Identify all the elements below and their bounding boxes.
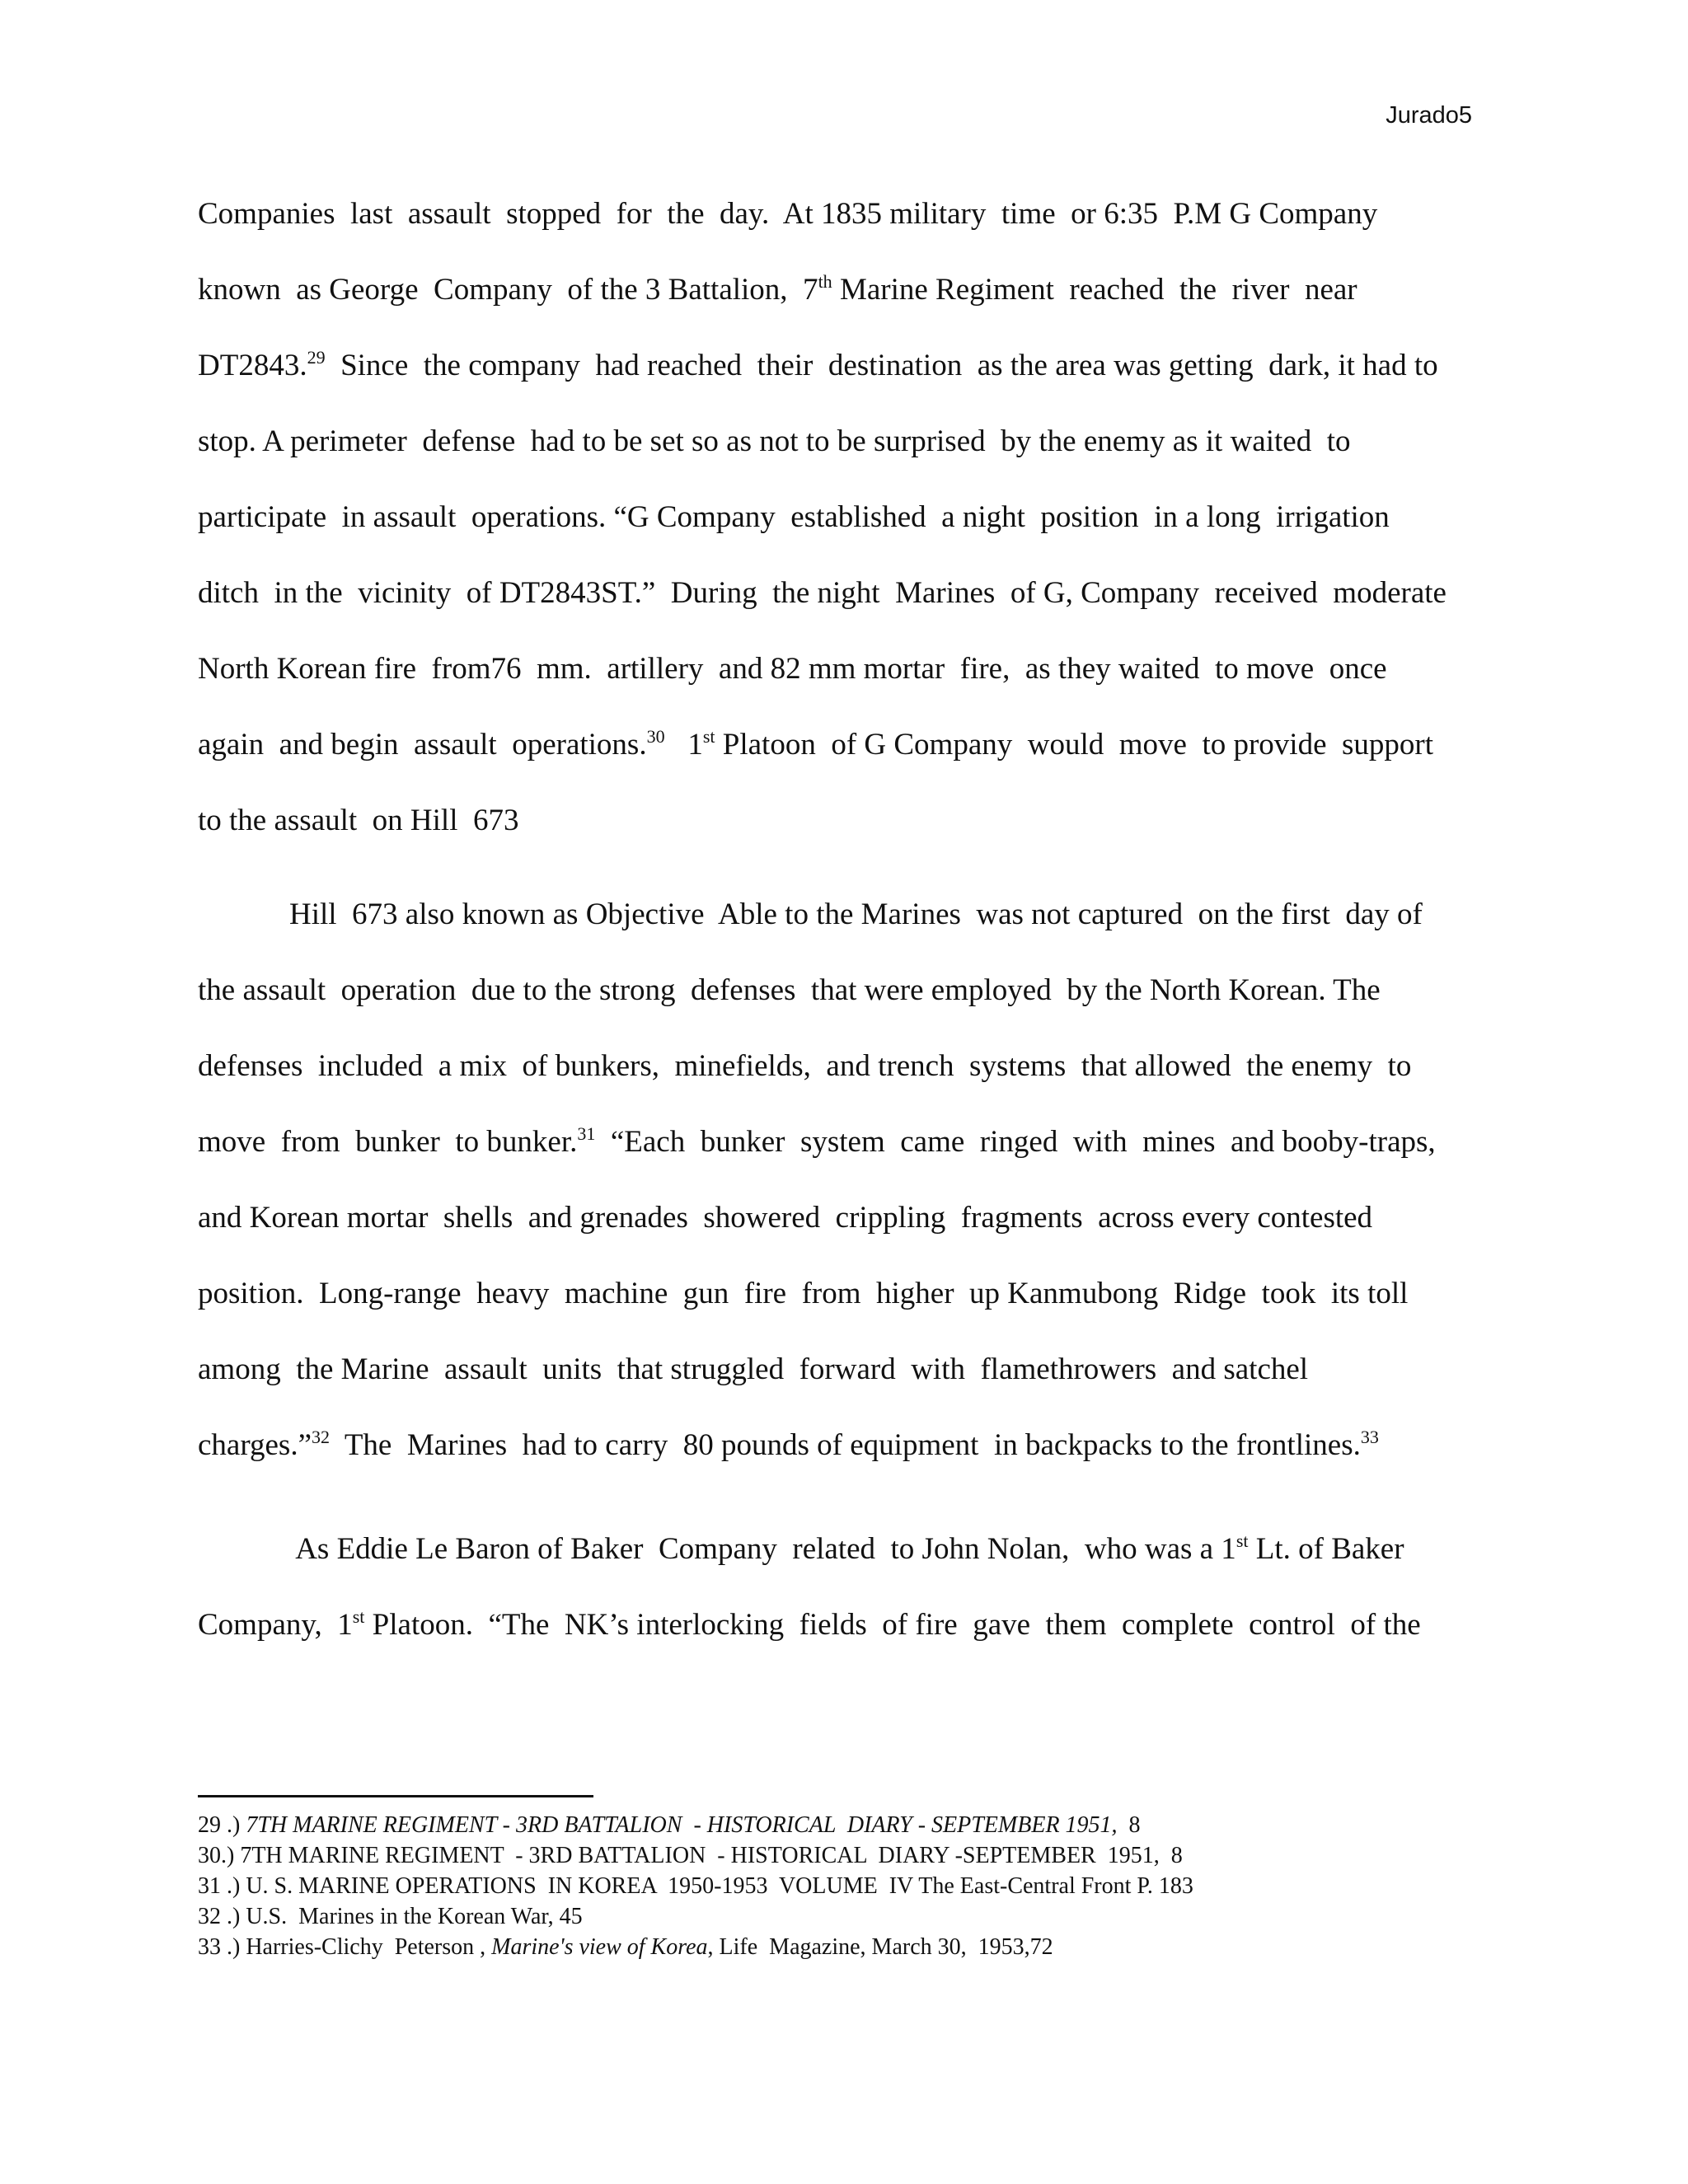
text-line xyxy=(198,1124,1436,1160)
footnote-number: 30.) xyxy=(198,1843,241,1868)
text-segment: Hill 673 also known as Objective Able to the Marines was not captured on the first day of xyxy=(198,898,1423,931)
footnote-number: 33 .) xyxy=(198,1934,246,1960)
text-line xyxy=(198,1048,1411,1084)
footnote-ref: 31 xyxy=(577,1123,596,1144)
footnote-item xyxy=(198,1840,1193,1871)
text-segment: Platoon. “The NK’s interlocking fields of fire gave them complete control of the xyxy=(364,1608,1421,1642)
text-segment: defenses included a mix of bunkers, minefields, and trench systems that allowed the enemy to xyxy=(198,1049,1412,1083)
text-line xyxy=(198,272,1357,307)
text-segment: Companies last assault stopped for the day. At 1835 military time or 6:35 P.M G Company xyxy=(198,197,1378,231)
text-segment: position. Long-range heavy machine gun fire from higher up Kanmubong Ridge took its toll xyxy=(198,1277,1409,1310)
text-line xyxy=(198,1607,1421,1643)
text-line xyxy=(198,499,1390,535)
footnote-ref: 32 xyxy=(312,1427,330,1447)
footnote-ref: st xyxy=(352,1606,365,1627)
footnote-text: , Life Magazine, March 30, 1953,72 xyxy=(707,1934,1053,1960)
text-segment: Platoon of G Company would move to provide support xyxy=(715,728,1434,762)
page-number-label: Jurado5 xyxy=(1386,102,1472,129)
text-line xyxy=(198,575,1447,611)
footnote-item xyxy=(198,1810,1193,1840)
text-line xyxy=(198,1531,1404,1567)
footnote-ref: 33 xyxy=(1360,1427,1379,1447)
text-segment: Marine Regiment reached the river near xyxy=(832,273,1357,307)
text-segment: to the assault on Hill 673 xyxy=(198,804,519,837)
text-segment: 1 xyxy=(664,728,703,762)
footnotes xyxy=(198,1810,1193,1962)
text-line xyxy=(198,196,1377,232)
text-segment: among the Marine assault units that struggled forward with flamethrowers and satchel xyxy=(198,1352,1309,1386)
text-segment: Company, 1 xyxy=(198,1608,353,1642)
text-line xyxy=(198,651,1387,687)
footnote-title: Marine's view of Korea xyxy=(491,1934,708,1960)
footnote-ref: 29 xyxy=(307,347,326,368)
text-line xyxy=(198,1352,1308,1387)
text-line xyxy=(198,897,1423,932)
text-line xyxy=(198,1276,1408,1311)
text-line xyxy=(198,972,1381,1008)
text-segment: participate in assault operations. “G Company established a night position in a long irrigation xyxy=(198,500,1390,534)
text-segment: the assault operation due to the strong defenses that were employed by the North Korean. The xyxy=(198,973,1381,1007)
text-line xyxy=(198,348,1438,383)
text-segment: charges.” xyxy=(198,1428,312,1462)
text-segment: and Korean mortar shells and grenades showered crippling fragments across every contested xyxy=(198,1201,1373,1235)
footnote-number: 31 .) xyxy=(198,1873,246,1899)
text-line xyxy=(198,727,1433,762)
footnote-item xyxy=(198,1871,1193,1901)
text-segment: The Marines had to carry 80 pounds of equipment in backpacks to the frontlines. xyxy=(330,1428,1361,1462)
text-segment: stop. A perimeter defense had to be set so as not to be surprised by the enemy as it waited to xyxy=(198,424,1351,458)
text-segment: “Each bunker system came ringed with mines and booby-traps, xyxy=(595,1125,1436,1159)
footnote-item xyxy=(198,1932,1193,1962)
text-segment: known as George Company of the 3 Battalion, 7 xyxy=(198,273,818,307)
footnote-text: U.S. Marines in the Korean War, 45 xyxy=(246,1904,583,1929)
footnote-text: 7TH MARINE REGIMENT - 3RD BATTALION - HISTORICAL DIARY -SEPTEMBER 1951, 8 xyxy=(240,1843,1183,1868)
text-line xyxy=(198,1427,1379,1463)
text-segment: move from bunker to bunker. xyxy=(198,1125,578,1159)
footnote-title: 7TH MARINE REGIMENT - 3RD BATTALION - HISTORICAL DIARY - SEPTEMBER 1951, xyxy=(246,1812,1118,1838)
text-line xyxy=(198,424,1350,459)
text-line xyxy=(198,803,519,838)
footnote-number: 32 .) xyxy=(198,1904,246,1929)
footnote-ref: 30 xyxy=(646,726,665,747)
footnote-text: Harries-Clichy Peterson , xyxy=(246,1934,492,1960)
text-segment: again and begin assault operations. xyxy=(198,728,647,762)
page-header xyxy=(1386,102,1472,129)
text-segment: Lt. of Baker xyxy=(1248,1532,1404,1566)
footnote-ref: th xyxy=(818,271,832,292)
text-segment: Since the company had reached their destination as the area was getting dark, it had to xyxy=(325,349,1438,382)
footnote-text: 8 xyxy=(1117,1812,1141,1838)
text-segment: As Eddie Le Baron of Baker Company related to John Nolan, who was a 1 xyxy=(198,1532,1236,1566)
footnote-ref: st xyxy=(702,726,715,747)
footnote-separator xyxy=(198,1795,593,1797)
footnote-number: 29 .) xyxy=(198,1812,246,1838)
text-segment: DT2843. xyxy=(198,349,307,382)
footnote-item xyxy=(198,1901,1193,1932)
text-line xyxy=(198,1200,1372,1235)
text-segment: North Korean fire from76 mm. artillery and 82 mm mortar fire, as they waited to move once xyxy=(198,652,1387,686)
text-segment: ditch in the vicinity of DT2843ST.” During the night Marines of G, Company received moderate xyxy=(198,576,1447,610)
footnote-ref: st xyxy=(1236,1530,1249,1551)
footnote-text: U. S. MARINE OPERATIONS IN KOREA 1950-1953 VOLUME IV The East-Central Front P. 183 xyxy=(246,1873,1193,1899)
